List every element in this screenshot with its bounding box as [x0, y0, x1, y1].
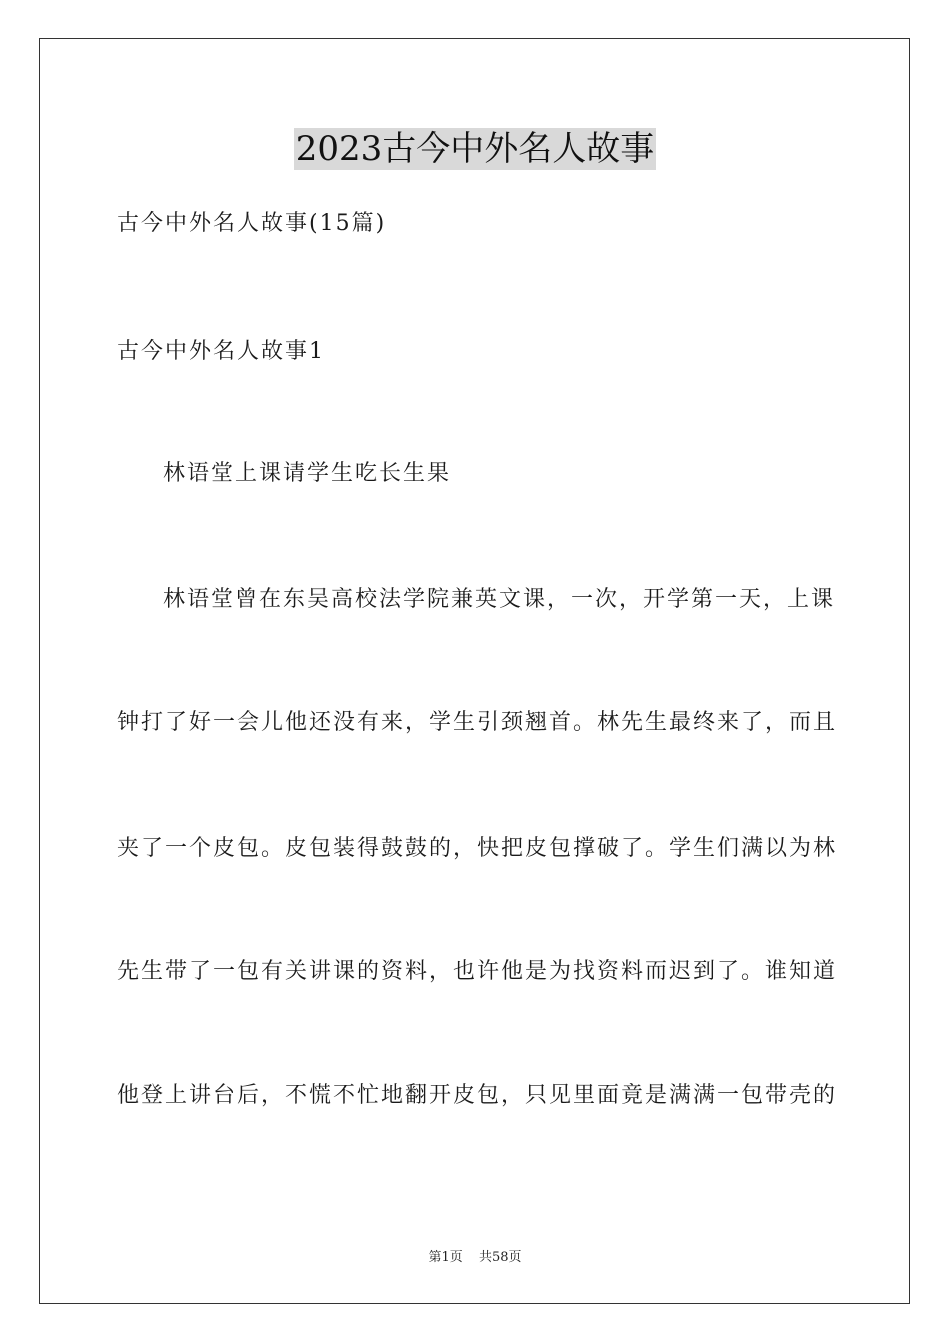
paragraph-line-4: 先生带了一包有关讲课的资料，也许他是为找资料而迟到了。谁知道 [117, 959, 838, 984]
paragraph-line-3: 夹了一个皮包。皮包装得鼓鼓的，快把皮包撑破了。学生们满以为林 [117, 836, 838, 861]
document-subtitle: 古今中外名人故事(15篇) [117, 211, 387, 236]
section-heading: 古今中外名人故事1 [117, 339, 325, 364]
total-pages: 共58页 [478, 1250, 522, 1265]
paragraph-line-2: 钟打了好一会儿他还没有来，学生引颈翘首。林先生最终来了，而且 [117, 710, 838, 735]
story-title: 林语堂上课请学生吃长生果 [163, 461, 452, 486]
document-title: 2023古今中外名人故事 [295, 129, 655, 169]
paragraph-line-5: 他登上讲台后，不慌不忙地翻开皮包，只见里面竟是满满一包带壳的 [117, 1083, 838, 1108]
title-container [0, 128, 950, 170]
page-number: 第1页 [428, 1250, 463, 1265]
paragraph-line-1: 林语堂曾在东吴高校法学院兼英文课，一次，开学第一天，上课 [163, 587, 836, 612]
page-footer [0, 1250, 950, 1266]
